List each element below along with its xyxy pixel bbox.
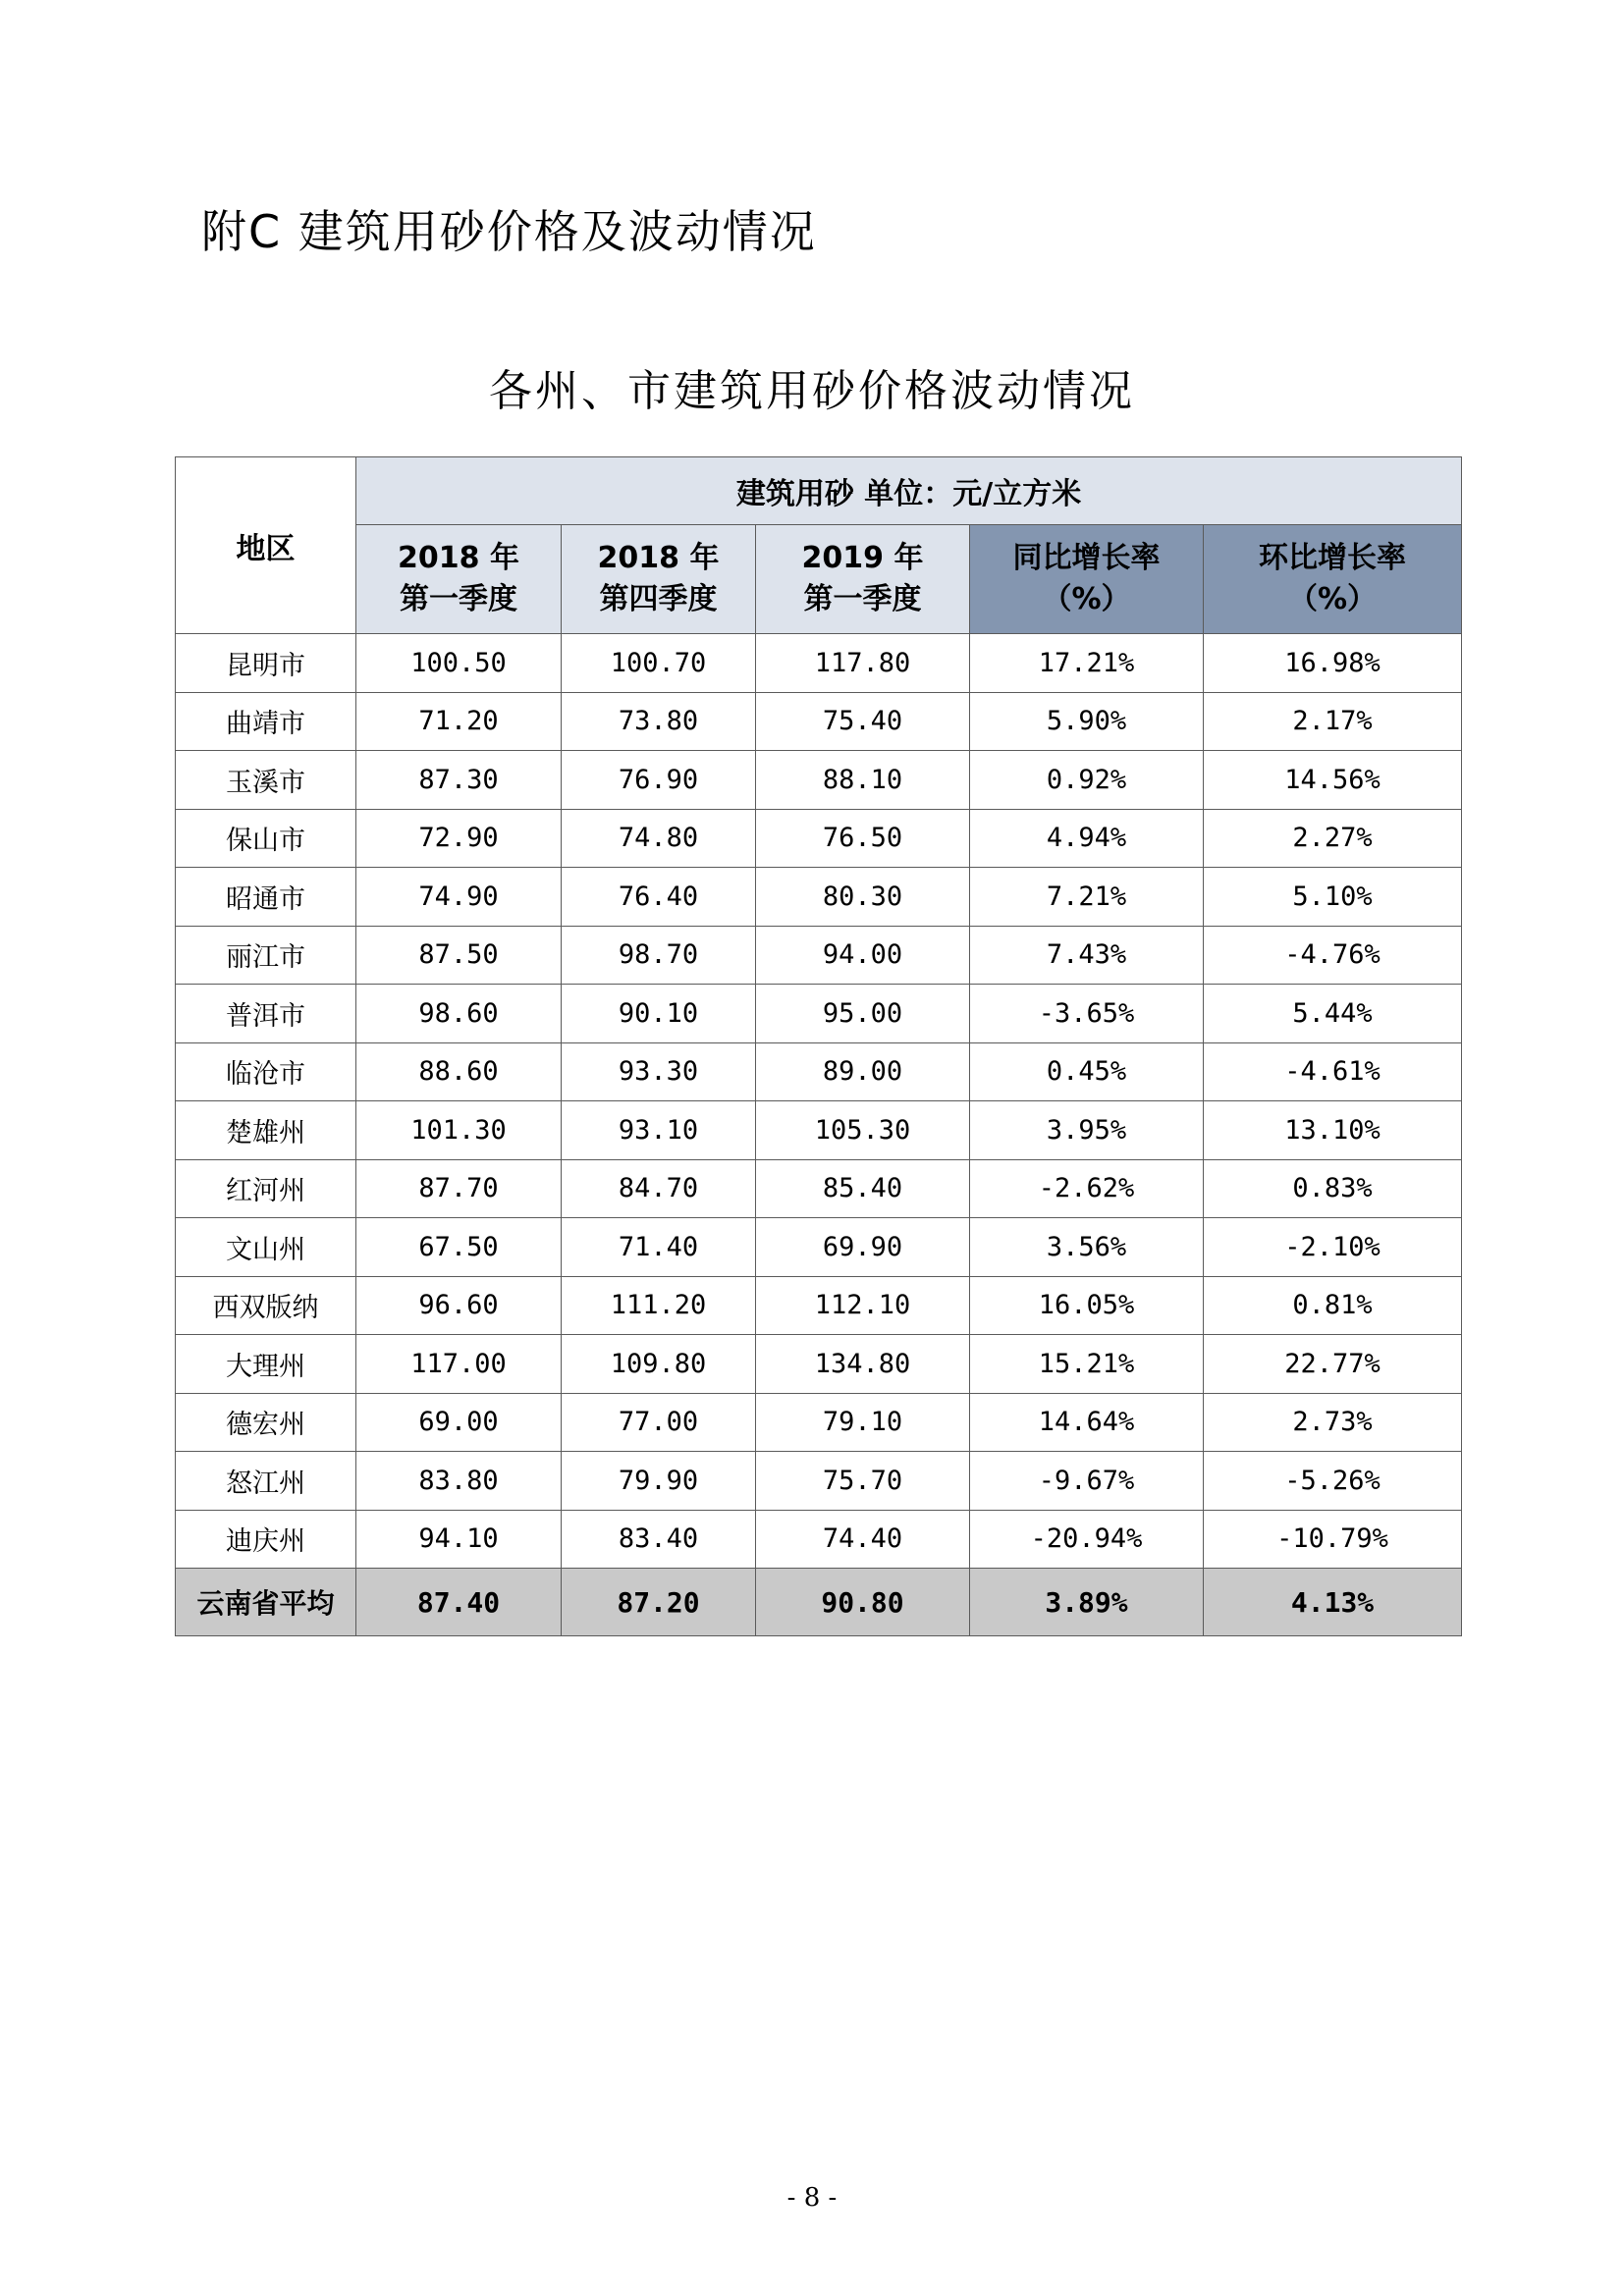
yoy-cell: 7.21%: [970, 868, 1204, 927]
price-cell: 87.30: [356, 751, 562, 810]
price-cell: 72.90: [356, 809, 562, 868]
region-cell: 西双版纳: [176, 1276, 356, 1335]
qoq-cell: 2.73%: [1204, 1393, 1462, 1452]
price-cell: 117.80: [756, 634, 970, 693]
region-cell: 临沧市: [176, 1042, 356, 1101]
price-cell: 69.90: [756, 1218, 970, 1277]
price-cell: 94.00: [756, 926, 970, 985]
region-cell: 丽江市: [176, 926, 356, 985]
price-cell: 85.40: [756, 1159, 970, 1218]
total-qoq-cell: 4.13%: [1204, 1569, 1462, 1636]
price-cell: 100.50: [356, 634, 562, 693]
price-cell: 95.00: [756, 985, 970, 1043]
table-row: [176, 809, 1462, 868]
price-cell: 90.10: [562, 985, 756, 1043]
region-cell: 怒江州: [176, 1452, 356, 1511]
price-cell: 73.80: [562, 692, 756, 751]
region-cell: 大理州: [176, 1335, 356, 1394]
price-cell: 98.60: [356, 985, 562, 1043]
qoq-cell: 16.98%: [1204, 634, 1462, 693]
yoy-cell: 7.43%: [970, 926, 1204, 985]
price-cell: 79.90: [562, 1452, 756, 1511]
price-cell: 109.80: [562, 1335, 756, 1394]
qoq-cell: -5.26%: [1204, 1452, 1462, 1511]
price-cell: 98.70: [562, 926, 756, 985]
price-cell: 76.50: [756, 809, 970, 868]
price-cell: 80.30: [756, 868, 970, 927]
yoy-cell: 15.21%: [970, 1335, 1204, 1394]
qoq-cell: 2.17%: [1204, 692, 1462, 751]
price-cell: 71.20: [356, 692, 562, 751]
price-cell: 67.50: [356, 1218, 562, 1277]
price-cell: 88.60: [356, 1042, 562, 1101]
region-cell: 迪庆州: [176, 1510, 356, 1569]
price-cell: 134.80: [756, 1335, 970, 1394]
yoy-cell: 3.56%: [970, 1218, 1204, 1277]
price-cell: 111.20: [562, 1276, 756, 1335]
price-cell: 74.90: [356, 868, 562, 927]
price-cell: 77.00: [562, 1393, 756, 1452]
price-cell: 75.40: [756, 692, 970, 751]
table-row: [176, 1159, 1462, 1218]
qoq-cell: 2.27%: [1204, 809, 1462, 868]
qoq-cell: -10.79%: [1204, 1510, 1462, 1569]
qoq-cell: 5.44%: [1204, 985, 1462, 1043]
region-cell: 昆明市: [176, 634, 356, 693]
unit-header: 建筑用砂 单位：元/立方米: [356, 457, 1462, 525]
price-cell: 83.40: [562, 1510, 756, 1569]
qoq-cell: -4.61%: [1204, 1042, 1462, 1101]
table-row: [176, 1452, 1462, 1511]
region-cell: 红河州: [176, 1159, 356, 1218]
table-row: [176, 1101, 1462, 1160]
price-cell: 84.70: [562, 1159, 756, 1218]
price-cell: 87.70: [356, 1159, 562, 1218]
region-cell: 玉溪市: [176, 751, 356, 810]
column-header-yoy: 同比增长率 （%）: [970, 525, 1204, 634]
yoy-cell: -3.65%: [970, 985, 1204, 1043]
yoy-cell: 16.05%: [970, 1276, 1204, 1335]
total-price-cell: 90.80: [756, 1569, 970, 1636]
price-cell: 76.40: [562, 868, 756, 927]
table-row: [176, 1218, 1462, 1277]
yoy-cell: 0.92%: [970, 751, 1204, 810]
total-row: [176, 1569, 1462, 1636]
region-cell: 曲靖市: [176, 692, 356, 751]
table-row: [176, 1510, 1462, 1569]
price-cell: 83.80: [356, 1452, 562, 1511]
yoy-cell: -2.62%: [970, 1159, 1204, 1218]
price-cell: 94.10: [356, 1510, 562, 1569]
price-cell: 88.10: [756, 751, 970, 810]
qoq-cell: 0.81%: [1204, 1276, 1462, 1335]
price-cell: 96.60: [356, 1276, 562, 1335]
qoq-cell: -2.10%: [1204, 1218, 1462, 1277]
column-header-q4-2018: 2018 年 第四季度: [562, 525, 756, 634]
region-cell: 保山市: [176, 809, 356, 868]
table-row: [176, 868, 1462, 927]
column-header-qoq: 环比增长率 （%）: [1204, 525, 1462, 634]
column-header-q1-2018: 2018 年 第一季度: [356, 525, 562, 634]
table-row: [176, 985, 1462, 1043]
price-cell: 75.70: [756, 1452, 970, 1511]
yoy-cell: 4.94%: [970, 809, 1204, 868]
section-heading: 附C 建筑用砂价格及波动情况: [201, 205, 817, 258]
price-cell: 71.40: [562, 1218, 756, 1277]
price-cell: 105.30: [756, 1101, 970, 1160]
column-header-q1-2019: 2019 年 第一季度: [756, 525, 970, 634]
total-region-cell: 云南省平均: [176, 1569, 356, 1636]
region-cell: 昭通市: [176, 868, 356, 927]
price-cell: 74.80: [562, 809, 756, 868]
region-cell: 文山州: [176, 1218, 356, 1277]
total-price-cell: 87.20: [562, 1569, 756, 1636]
price-cell: 101.30: [356, 1101, 562, 1160]
yoy-cell: -9.67%: [970, 1452, 1204, 1511]
qoq-cell: 13.10%: [1204, 1101, 1462, 1160]
table-row: [176, 1042, 1462, 1101]
yoy-cell: -20.94%: [970, 1510, 1204, 1569]
table-row: [176, 926, 1462, 985]
yoy-cell: 17.21%: [970, 634, 1204, 693]
table-row: [176, 1335, 1462, 1394]
price-cell: 89.00: [756, 1042, 970, 1101]
sand-price-table: [175, 456, 1462, 1636]
price-cell: 69.00: [356, 1393, 562, 1452]
qoq-cell: 5.10%: [1204, 868, 1462, 927]
price-cell: 76.90: [562, 751, 756, 810]
qoq-cell: 14.56%: [1204, 751, 1462, 810]
price-cell: 87.50: [356, 926, 562, 985]
table-row: [176, 634, 1462, 693]
yoy-cell: 3.95%: [970, 1101, 1204, 1160]
price-cell: 74.40: [756, 1510, 970, 1569]
table-row: [176, 1276, 1462, 1335]
page-number: - 8 -: [786, 2183, 838, 2213]
total-yoy-cell: 3.89%: [970, 1569, 1204, 1636]
table-row: [176, 751, 1462, 810]
price-cell: 117.00: [356, 1335, 562, 1394]
table-row: [176, 692, 1462, 751]
price-cell: 93.30: [562, 1042, 756, 1101]
table-title: 各州、市建筑用砂价格波动情况: [489, 366, 1135, 416]
qoq-cell: -4.76%: [1204, 926, 1462, 985]
qoq-cell: 0.83%: [1204, 1159, 1462, 1218]
table-row: [176, 1393, 1462, 1452]
price-cell: 79.10: [756, 1393, 970, 1452]
region-header: 地区: [176, 457, 356, 634]
region-cell: 普洱市: [176, 985, 356, 1043]
yoy-cell: 5.90%: [970, 692, 1204, 751]
price-cell: 100.70: [562, 634, 756, 693]
total-price-cell: 87.40: [356, 1569, 562, 1636]
region-cell: 德宏州: [176, 1393, 356, 1452]
yoy-cell: 0.45%: [970, 1042, 1204, 1101]
price-cell: 93.10: [562, 1101, 756, 1160]
price-cell: 112.10: [756, 1276, 970, 1335]
region-cell: 楚雄州: [176, 1101, 356, 1160]
qoq-cell: 22.77%: [1204, 1335, 1462, 1394]
yoy-cell: 14.64%: [970, 1393, 1204, 1452]
